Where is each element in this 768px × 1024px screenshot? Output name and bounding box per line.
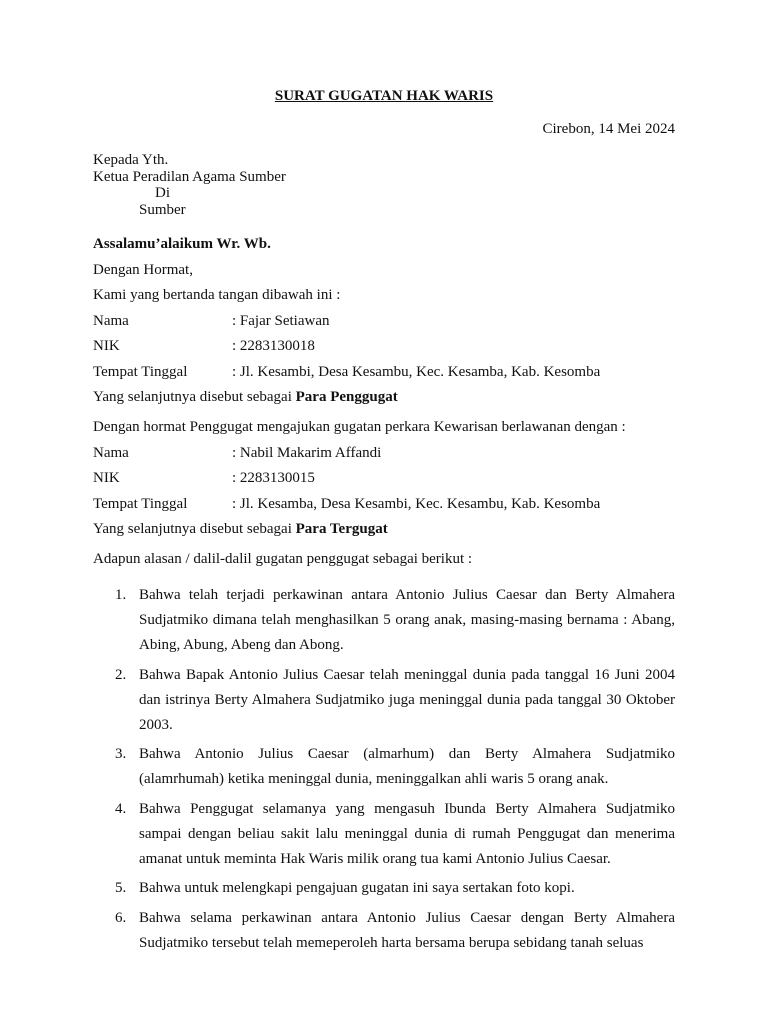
address-line-2: Ketua Peradilan Agama Sumber (93, 168, 286, 185)
plaintiff-nik-row (93, 336, 675, 356)
intro-text: Kami yang bertanda tangan dibawah ini : (93, 287, 341, 303)
address-line-4: Sumber (139, 201, 186, 218)
letter-date: Cirebon, 14 Mei 2024 (542, 121, 675, 137)
list-item-number: 5. (115, 880, 127, 896)
list-item (93, 663, 675, 738)
defendant-address-label: Tempat Tinggal (93, 495, 188, 512)
plaintiff-address-label: Tempat Tinggal (93, 363, 188, 380)
list-item-text: Bahwa selama perkawinan antara Antonio Julius Caesar dengan Berty Almahera Sudjatmiko tersebut telah memeperoleh harta bersama berupa sebidang tanah seluas (139, 909, 675, 951)
salutation: Dengan Hormat, (93, 261, 193, 278)
list-item-text: Bahwa Penggugat selamanya yang mengasuh Ibunda Berty Almahera Sudjatmiko sampai dengan beliau sakit lalu meninggal dunia di rumah Penggugat dan menerima amanat untuk meminta Hak Waris milik orang tua kami Antonio Julius Caesar. (139, 800, 675, 867)
list-item (93, 906, 675, 956)
document-page (93, 86, 675, 960)
defendant-referred-bold: Para Tergugat (295, 521, 388, 537)
list-item-number: 4. (115, 800, 127, 817)
defendant-nik-row (93, 468, 675, 488)
defendant-name-label: Nama (93, 444, 129, 461)
defendant-address-value: : Jl. Kesamba, Desa Kesambi, Kec. Kesambu, Kab. Kesomba (232, 495, 601, 512)
list-item (93, 797, 675, 872)
list-item (93, 583, 675, 658)
defendant-name-value: : Nabil Makarim Affandi (232, 444, 382, 461)
reasons-list (93, 583, 675, 956)
list-item (93, 742, 675, 792)
address-line-3: Di (155, 185, 170, 201)
defendant-referred-prefix: Yang selanjutnya disebut sebagai (93, 521, 296, 537)
list-item-number: 1. (115, 587, 127, 603)
plaintiff-name-label: Nama (93, 312, 129, 329)
plaintiff-nik-label: NIK (93, 338, 120, 354)
defendant-address-row (93, 494, 675, 514)
list-item-text: Bahwa untuk melengkapi pengajuan gugatan ini saya sertakan foto kopi. (139, 880, 575, 896)
recipient-address (93, 152, 675, 218)
plaintiff-referred (93, 387, 675, 407)
list-item-number: 6. (115, 909, 127, 926)
list-item-number: 2. (115, 666, 127, 683)
list-item-text: Bahwa Antonio Julius Caesar (almarhum) dan Berty Almahera Sudjatmiko (alamrhumah) ketika meninggal dunia, meninggalkan ahli waris 5 orang anak. (139, 746, 675, 787)
list-item-text: Bahwa telah terjadi perkawinan antara Antonio Julius Caesar dan Berty Almahera Sudjatmiko dimana telah menghasilkan 5 orang anak, masing-masing bernama : Abang, Abing, Abung, Abeng dan Abong. (139, 587, 675, 653)
plaintiff-referred-bold: Para Penggugat (295, 389, 398, 405)
list-item-number: 3. (115, 746, 127, 762)
reasons-intro: Adapun alasan / dalil-dalil gugatan penggugat sebagai berikut : (93, 551, 473, 567)
list-item (93, 876, 675, 901)
address-line-1: Kepada Yth. (93, 152, 169, 168)
defendant-referred (93, 519, 675, 539)
claim-intro: Dengan hormat Penggugat mengajukan gugatan perkara Kewarisan berlawanan dengan : (93, 419, 626, 435)
defendant-nik-value: : 2283130015 (232, 470, 315, 486)
plaintiff-referred-prefix: Yang selanjutnya disebut sebagai (93, 389, 296, 405)
plaintiff-name-row (93, 311, 675, 331)
plaintiff-address-row (93, 362, 675, 382)
defendant-name-row (93, 443, 675, 463)
defendant-nik-label: NIK (93, 470, 120, 486)
greeting: Assalamu’alaikum Wr. Wb. (93, 236, 271, 252)
plaintiff-address-value: : Jl. Kesambi, Desa Kesambu, Kec. Kesamba, Kab. Kesomba (232, 363, 601, 380)
list-item-text: Bahwa Bapak Antonio Julius Caesar telah meninggal dunia pada tanggal 16 Juni 2004 dan istrinya Berty Almahera Sudjatmiko juga meninggal dunia pada tanggal 30 Oktober 2003. (139, 666, 675, 733)
document-title: SURAT GUGATAN HAK WARIS (274, 88, 494, 104)
plaintiff-name-value: : Fajar Setiawan (232, 312, 330, 329)
plaintiff-nik-value: : 2283130018 (232, 338, 315, 354)
